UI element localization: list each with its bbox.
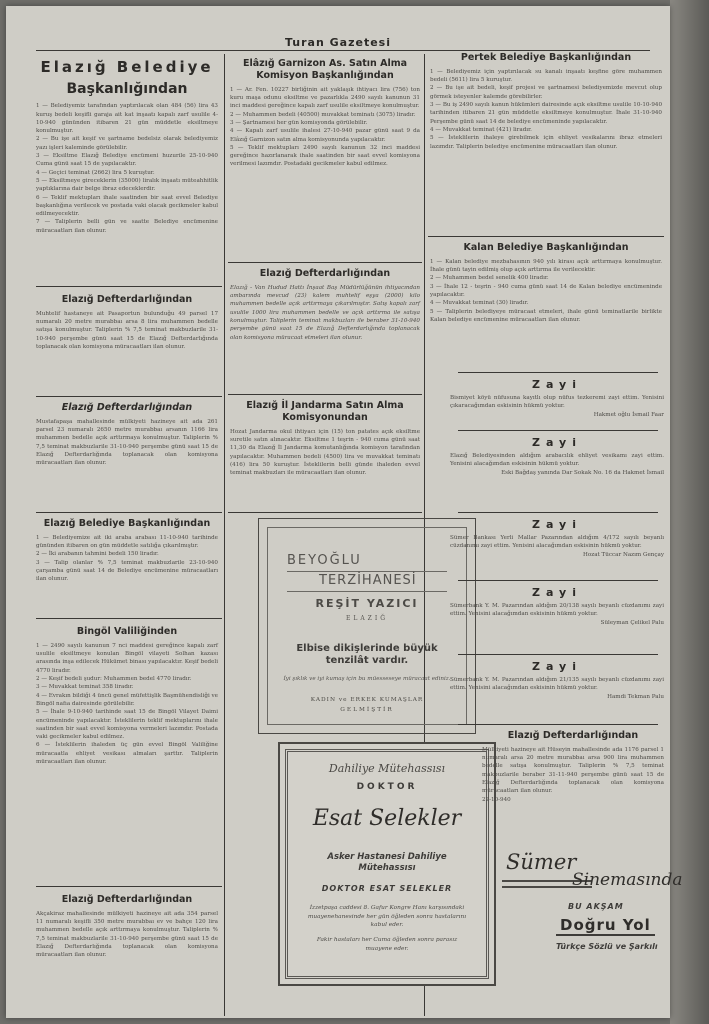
col1-notice-5-item: 2 — Keşif bedeli şudur: Muhammen bedel 4770 liradır. <box>36 676 192 683</box>
col3-zayi-3-signature: Hozat Tüccar Nazım Gençay <box>583 551 664 558</box>
col3-notice-3-title: Elazığ Defterdarlığından <box>507 730 639 741</box>
col3-rule <box>428 236 664 237</box>
column-divider-1 <box>224 54 225 1016</box>
col2-notice-1-item: 5 — Teklif mektupları 2490 sayılı kanunun 32 inci maddesi gereğince hazırlanarak ihale saatinden bir saat evvel komisyona verilmesi lazımdır. Postadaki gecikmeler kabul edilmez. <box>230 144 420 168</box>
col3-notice-2-item: 5 — Taliplerin belediyeye müracaat etmeleri, ihale günü teminatlarile birlikte Kalan belediye encümenine müracaatları ilan olunur. <box>430 308 662 323</box>
col1-notice-5-item: 6 — İsteklilerin ihaleden üç gün evvel Bingöl Valiliğine müracaatla ehliyet vesikası almaları şarttır. Taliplerin müracaatları ilan olunur. <box>36 742 218 766</box>
col1-notice-6 <box>36 894 218 1012</box>
col1-notice-1-item: 7 — Taliplerin belli gün ve saatte Belediye encümenine müracaatları ilan olunur. <box>36 219 218 234</box>
col3-zayi-5-title: Zayi <box>531 660 582 673</box>
col1-notice-1-item: 2 — Bu işe ait keşif ve şartname bedelsiz olarak belediyemiz yazı işleri kaleminde görülebilir. <box>36 136 218 151</box>
col3-rule <box>458 580 658 581</box>
col1-rule <box>36 618 222 619</box>
col1-notice-6-title: Elazığ Defterdarlığından <box>61 894 193 905</box>
col3-notice-1 <box>430 52 662 234</box>
col3-zayi-5 <box>450 658 664 722</box>
col1-notice-5-title: Bingöl Valiliğinden <box>76 626 178 637</box>
col3-zayi-2 <box>450 434 664 510</box>
ad-beyoglu-line3: REŞİT YAZICI <box>315 597 419 610</box>
col1-notice-5-item: 1 — 2490 sayılı kanunun 7 nci maddesi gereğince kapalı zarf usulile eksiltmeye konulan Bingöl vilayeti Solhan kazası arasında inşa edilecek Hükümet binası yapılacaktır. Keşif bedeli 4770 liradır. <box>36 642 218 674</box>
col3-zayi-4-title: Zayi <box>531 586 582 599</box>
col3-zayi-1 <box>450 376 664 430</box>
col3-zayi-4 <box>450 584 664 652</box>
col1-notice-5-item: 3 — Muvakkat teminat 358 liradır. <box>36 684 134 691</box>
col2-notice-2 <box>230 268 420 390</box>
ad-beyoglu-line4: ELAZIĞ <box>345 615 389 622</box>
col3-notice-2-item: 3 — İhale 12 - teşrin - 940 cuma günü saat 14 de Kalan belediye encümeninde yapılacaktır. <box>430 283 662 299</box>
ad-cinema-line2: Sinemasında <box>572 870 683 890</box>
col1-notice-4-item: 3 — Talip olanlar % 7,5 teminat makbuzlarile 23-10-940 çarşamba günü saat 14 de Belediye encümenine müracaatları ilan olunur. <box>36 559 218 583</box>
col3-notice-2-item: 2 — Muhammen bedel senelik 400 liradır. <box>430 275 549 282</box>
col1-notice-1-title-line2: Başkanlığından <box>66 80 188 97</box>
col3-notice-3-date: 22-10-940 <box>482 796 511 803</box>
col3-zayi-4-signature: Süleyman Çelikel Palu <box>600 619 664 626</box>
col3-notice-1-item: 3 — Bu iş 2490 sayılı kanun hükümleri dairesinde açık eksiltme usulile 10-10-940 tarihinden itibaren 21 gün müddetle eksiltmeye konulmuştur. İhale 31-10-940 Perşembe günü saat 14 de belediye encümeninde yapılacaktır. <box>430 102 662 125</box>
col2-notice-3-body: Hozat Jandarma okul ihtiyacı için (15) ton patates açık eksiltme suretile satın alınacaktır. Eksiltme 1 teşrin - 940 cuma günü saat 11,30 da Elazığ İl Jandarma komutanlığında komisyon tarafından yapılacaktır. Muhammen bedeli (4500) lira ve muvakkat teminatı (416) lira 50 kuruştur. İsteklilerin belli günde ihaleden evvel teminat makbuzları ile müracaatları ilan olunur. <box>230 428 420 477</box>
col1-notice-4-title: Elazığ Belediye Başkanlığından <box>43 518 211 529</box>
doctor-esat-selekler-ad <box>278 742 496 986</box>
col3-notice-1-item: 5 — İsteklilerin ihaleye girebilmek için ehliyet vesikalarını ibraz etmeleri lazımdır. Taliplerin belediye encümenine müracaatları ilan olunur. <box>430 135 662 150</box>
col3-zayi-1-body: Bismiyet köyü nüfusuna kayıtlı olup nüfus tezkeremi zayi ettim. Yenisini çıkaracağımdan eskisinin hükmü yoktur. <box>450 395 664 410</box>
col2-notice-1-item: 3 — Şartnamesi her gün komisyonda görülebilir. <box>230 119 368 126</box>
col2-rule <box>228 262 422 263</box>
col3-rule <box>458 512 658 513</box>
ad-doctor-line4: Asker Hastanesi Dahiliye Mütehassısı <box>327 852 447 873</box>
col1-notice-1-item: 3 — Eksiltme Elazığ Belediye encümeni huzurile 25-10-940 Cuma günü saat 15 de yapılacaktır. <box>36 153 218 168</box>
col1-notice-1-item: 6 — Teklif mektupları ihale saatinden bir saat evvel Belediye başkanlığına verilecek ve postada vaki olacak gecikmeler kabul edilmeyecektir. <box>36 194 218 218</box>
ad-cinema-line5: Türkçe Sözlü ve Şarkılı <box>556 942 658 951</box>
col3-notice-2-title: Kalan Belediye Başkanlığından <box>463 242 629 253</box>
col2-notice-2-title: Elazığ Defterdarlığından <box>259 268 391 279</box>
col1-notice-2-title: Elazığ Defterdarlığından <box>61 294 193 305</box>
col1-notice-4-item: 1 — Belediyemize ait iki araba arabası 11-10-940 tarihinde gününden itibaren on gün müddetle satılığa çıkarılmıştır. <box>36 534 218 550</box>
col3-zayi-4-body: Sümerbank Y. M. Pazarından aldığım 20/138 sayılı beyanlı cüzdanımı zayi ettim. Yenisini alacağımdan eskisinin hükmü yoktur. <box>450 603 664 618</box>
col3-notice-1-item: 1 — Belediyemiz için yaptırılacak su kanalı inşaatı keşfine göre muhammen bedeli (5611) lira 5 kuruştur. <box>430 68 662 84</box>
col2-notice-3-title: Elazığ İl Jandarma Satın Alma Komisyonundan <box>246 400 404 423</box>
col1-notice-6-body: Akçakiraz mahallesinde mülkiyeti hazineye ait ada 354 parsel 11 numaralı keşifli 350 metre murabbaı ev ve bahçe 120 lira muhammen bedelle açık arttırmaya konulmuştur. Taliplerin % 7,5 teminat makbuzlarile 31-10-940 perşembe günü saat 15 de Elazığ Defterdarlığında toplanacak olan komisyona müracaatları ilan olunur. <box>36 910 218 959</box>
newspaper-page <box>6 6 683 1018</box>
col2-notice-1-item: 1 — Ar. Fen. 10227 birliğinin ait yaklaşık ihtiyacı lira (756) ton kuru maşa odunu eksiltme ve pazarlıkla 2490 sayılı kanunun 31 inci maddesi gereğince kapalı zarf usulile eksiltmeye konulmuştur. <box>230 86 420 110</box>
col1-rule <box>36 396 222 397</box>
col2-notice-1-item: 2 — Muhammen bedeli (40500) muvakkat teminatı (3075) liradır. <box>230 111 416 118</box>
col3-zayi-3-title: Zayi <box>531 518 582 531</box>
col2-notice-1-item: 4 — Kapalı zarf usulile ihalesi 27-10-940 pazar günü saat 9 da Elâzığ Garnizon satın alma komisyonunda yapılacaktır. <box>230 128 420 143</box>
col3-notice-3 <box>482 730 664 840</box>
col3-rule <box>458 654 658 655</box>
col3-zayi-1-signature: Hakmet oğlu İsmail Faar <box>593 411 664 418</box>
col3-zayi-3-body: Sümer Bankası Yerli Mallar Pazarından aldığım 4/172 sayılı beyanlı cüzdanımı zayi ettim. Yenisini alacağımdan eskisinin hükmü yoktur. <box>450 535 664 550</box>
col1-notice-5 <box>36 626 218 880</box>
ad-doctor-line2: DOKTOR <box>356 782 418 792</box>
col1-notice-2 <box>36 294 218 392</box>
col3-notice-2 <box>430 242 662 370</box>
ad-beyoglu-line7: KADIN ve ERKEK KUMAŞLAR <box>310 697 424 703</box>
col3-rule <box>458 430 658 431</box>
ad-cinema-line3: BU AKŞAM <box>568 902 624 911</box>
col1-notice-5-item: 5 — İhale 9-10-940 tarihinde saat 15 de Bingöl Vilayet Daimi encümeninde yapılacaktır. İsteklilerin teklif mektuplarını ihale saatinden bir saat evvel komisyona vermeleri lazımdır. Postada vaki gecikmeler kabul edilmez. <box>36 709 218 741</box>
header-rule <box>36 50 650 51</box>
col3-zayi-1-title: Zayi <box>531 378 582 391</box>
col1-notice-1-title-line1: Elazığ Belediye <box>40 58 214 76</box>
col3-zayi-2-body: Elazığ Belediyesinden aldığım arabacılık ehliyet vesikamı zayi ettim. Yenisini alacağımdan eskisinin hükmü yoktur. <box>450 453 664 468</box>
col1-rule <box>36 512 222 513</box>
ad-beyoglu-line8: GELMİŞTİR <box>340 707 394 713</box>
col1-notice-3-body: Mustafapaşa mahallesinde mülkiyeti hazineye ait ada 261 parsel 23 numaralı 2650 metre murabbaı arsanın 1166 lira muhammen bedelle açık arttırmaya konulmuştur. Taliplerin % 7,5 teminat makbuzlarile 31-10-940 perşembe günü saat 15 de Elazığ Defterdarlığında toplanacak olan komisyona müracaatları ilan olunur. <box>36 418 218 467</box>
col1-notice-3-title: Elazığ Defterdarlığından <box>61 402 193 413</box>
ad-cinema-line1: Sümer <box>506 850 577 874</box>
col2-notice-1 <box>230 58 420 258</box>
ad-doctor-line7: Fakir hastaları her Cuma öğleden sonra parasız muayene eder. <box>316 937 458 952</box>
ad-beyoglu-line5: Elbise dikişlerinde büyük tenzilât vardır. <box>296 643 438 666</box>
col1-rule <box>36 286 222 287</box>
col3-notice-2-item: 1 — Kalan belediye mezbahasının 940 yılı kirası açık arttırmaya konulmuştur. İhale günü tayin edilmiş olup açık arttırma ile verilecektir. <box>430 258 662 274</box>
ad-doctor-line6: İzzetpaşa caddesi 8. Gafur Kongre Hanı karşısındaki muayenehanesinde her gün öğleden sonra hastalarını kabul eder. <box>307 905 467 928</box>
col1-notice-2-body: Muhtelif hastaneye ait Pasaportun bulunduğu 49 parsel 17 numaralı 20 metre murabbaı arsa 8 lira muhammen bedelle satışa konulmuştur. Taliplerin % 7,5 teminat makbuzlarile 31-10-940 perşembe günü saat 15 de Elazığ Defterdarlığında toplanacak olan komisyona müracaatları ilan olunur. <box>36 310 218 351</box>
ad-cinema-line4: Doğru Yol <box>556 916 655 936</box>
col3-rule <box>458 372 658 373</box>
col2-notice-3 <box>230 400 420 508</box>
col1-rule <box>36 886 222 887</box>
beyoglu-terzihanesi-ad <box>258 518 476 734</box>
col3-notice-3-body: Mülkiyeti hazineye ait Hüseyin mahallesinde ada 1176 parsel 1 numaralı arsa 20 metre murabbaı arsa 900 lira muhammen bedelle satışa konulmuştur. Taliplerin % 7,5 teminat makbuzlarile beraber 31-11-940 perşembe günü saat 15 de Elazığ Defterdarlığında toplanacak olan komisyona müracaatları ilan olunur. <box>482 746 664 795</box>
page-header: Turan Gazetesi <box>285 36 391 49</box>
col3-zayi-2-signature: Eski Bağdaş yanında Dar Sokak No. 16 da Hakmet İsmail <box>501 469 664 476</box>
col1-notice-1-item: 4 — Geçici teminat (2662) lira 5 kuruştur. <box>36 169 155 176</box>
col3-notice-1-item: 2 — Bu işe ait bedeli, keşif projesi ve şartnamesi belediyemizde mevcut olup görmek isteyenler kalemde görebilirler. <box>430 85 662 100</box>
ad-beyoglu-line6: İyi şıklık ve iyi kumaş için bu müesseseye müracaat ediniz. <box>283 676 451 682</box>
col3-notice-2-item: 4 — Muvakkat teminat (30) liradır. <box>430 300 529 307</box>
col3-zayi-5-body: Sümerbank Y. M. Pazarından aldığım 21/135 sayılı beyanlı cüzdanımı zayi ettim. Yenisini alacağımdan eskisinin hükmü yoktur. <box>450 677 664 692</box>
col3-zayi-5-signature: Hamdi Tekman Palu <box>607 693 664 700</box>
sumer-cinema-ad <box>498 846 683 974</box>
col3-rule <box>458 724 658 725</box>
col3-zayi-2-title: Zayi <box>531 436 582 449</box>
col1-notice-3 <box>36 402 218 508</box>
ad-doctor-line5: DOKTOR ESAT SELEKLER <box>321 884 453 893</box>
col3-notice-1-title: Pertek Belediye Başkanlığından <box>460 52 632 63</box>
col2-rule <box>228 512 422 513</box>
col1-notice-5-item: 4 — Evrakın bildiği 4 üncü genel müfettişlik Başmühendisliği ve Bingöl nafıa dairesinde görülebilir. <box>36 692 218 707</box>
ad-beyoglu-line1: BEYOĞLU <box>287 553 362 568</box>
col2-rule <box>228 394 422 395</box>
col1-notice-1-item: 1 — Belediyemiz tarafından yaptırılacak olan 484 (56) lira 43 kuruş bedeli keşifli garaja ait kat inşaatı kapalı zarf usulile 4-10-940 gününden itibaren 21 gün müddetle eksiltmeye konulmuştur. <box>36 103 218 135</box>
col1-notice-4-item: 2 — İki arabanın tahmini bedeli 150 liradır. <box>36 551 159 558</box>
ad-doctor-line1: Dahiliye Mütehassısı <box>328 762 446 775</box>
ad-doctor-line3: Esat Selekler <box>312 806 462 831</box>
col2-notice-2-body: Elazığ - Van Hudud Hattı İnşaat Baş Müdürlüğünün ihtiyacından ambarında mevcud (23) kalem muhtelif eşya (2000) kilo muhammen bedelle açık arttırmaya çıkarılmıştır. Satış kapalı zarf usulile 1000 lira muhammen bedelle ve açık arttırma ile satışa konulmuştur. Taliplerin teminat makbuzları ile beraber 31-10-940 perşembe günü saat 15 de Elazığ Defterdarlığında toplanacak olan komisyona müracaat etmeleri ilan olunur. <box>230 284 420 341</box>
col1-notice-1 <box>36 58 218 280</box>
col3-notice-1-item: 4 — Muvakkat teminat (421) liradır. <box>430 126 532 133</box>
col2-notice-1-title: Elâzığ Garnizon As. Satın Alma Komisyon Başkanlığından <box>242 58 408 81</box>
col1-notice-1-item: 5 — Eksiltmeye gireceklerin (35000) liralık inşaatı müteahhitlik yaptıklarına dair belge ibraz edeceklerdir. <box>36 177 218 193</box>
col1-notice-4 <box>36 518 218 614</box>
col3-zayi-3 <box>450 516 664 578</box>
ad-beyoglu-line2: TERZİHANESİ <box>319 573 417 588</box>
